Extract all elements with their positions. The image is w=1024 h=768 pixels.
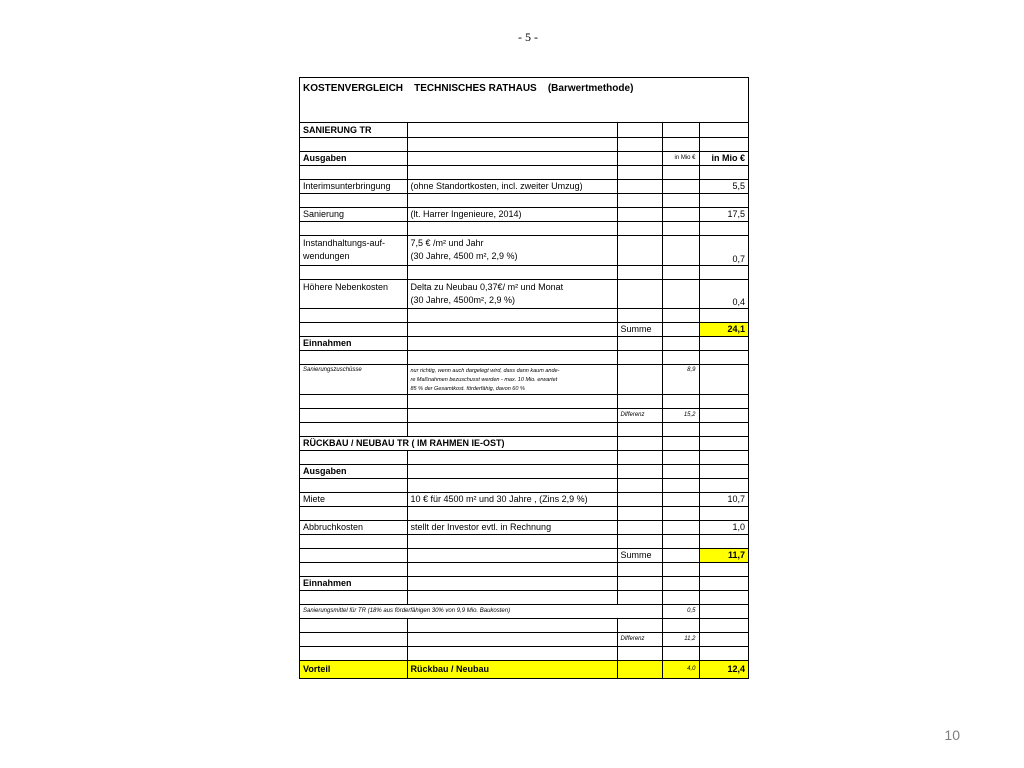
item-value: 5,5 [699, 179, 748, 193]
item-description: (ohne Standortkosten, incl. zweiter Umzug) [407, 179, 617, 193]
zuschuss-label: Sanierungszuschüsse [300, 364, 407, 394]
item-value: 1,0 [699, 520, 748, 534]
table-row [300, 265, 748, 279]
summe-value: 24,1 [699, 322, 748, 336]
table-row [300, 137, 748, 151]
foerdermittel-value: 0,5 [662, 604, 699, 618]
item-label: Miete [300, 492, 407, 506]
table-row [300, 464, 748, 478]
cost-comparison-sheet [299, 77, 749, 679]
column-header-small: in Mio € [662, 151, 699, 165]
table-row [300, 478, 748, 492]
item-label: Höhere Nebenkosten [300, 279, 407, 308]
item-description: 10 € für 4500 m² und 30 Jahre , (Zins 2,9 %) [407, 492, 617, 506]
table-row [300, 576, 748, 590]
differenz-value: 11,2 [662, 632, 699, 646]
table-row [300, 279, 748, 308]
item-label: Abbruchkosten [300, 520, 407, 534]
vorteil-value: 12,4 [699, 660, 748, 678]
table-row [300, 534, 748, 548]
ausgaben-label: Ausgaben [300, 464, 407, 478]
table-row [300, 618, 748, 632]
table-row [300, 506, 748, 520]
table-row [300, 207, 748, 221]
table-row [300, 394, 748, 408]
foerdermittel-label: Sanierungsmittel für TR (18% aus förderfähigen 30% von 9,9 Mio. Baukosten) [300, 604, 662, 618]
page-number: - 5 - [518, 30, 538, 44]
zuschuss-value: 8,9 [662, 364, 699, 394]
table-row [300, 350, 748, 364]
item-value: 0,4 [699, 279, 748, 308]
table-row [300, 646, 748, 660]
table-row [300, 520, 748, 534]
table-row [300, 235, 748, 265]
differenz-value: 15,2 [662, 408, 699, 422]
table-row [300, 548, 748, 562]
item-value: 0,7 [699, 235, 748, 265]
item-label: Sanierung [300, 207, 407, 221]
sheet-title: KOSTENVERGLEICH TECHNISCHES RATHAUS (Barwertmethode) [303, 83, 634, 94]
item-description: 7,5 € /m² und Jahr (30 Jahre, 4500 m², 2,9 %) [407, 235, 617, 265]
table-row [300, 422, 748, 436]
table-row [300, 364, 748, 394]
slide-number: 10 [944, 727, 960, 743]
vorteil-small-value: 4,0 [662, 660, 699, 678]
item-description: (lt. Harrer Ingenieure, 2014) [407, 207, 617, 221]
table-row [300, 436, 748, 450]
cost-table [300, 123, 748, 678]
table-row [300, 660, 748, 678]
item-value: 10,7 [699, 492, 748, 506]
table-row [300, 165, 748, 179]
summe-label: Summe [617, 322, 662, 336]
table-row [300, 193, 748, 207]
table-row [300, 221, 748, 235]
vorteil-label: Vorteil [300, 660, 407, 678]
item-value: 17,5 [699, 207, 748, 221]
item-description: Delta zu Neubau 0,37€/ m² und Monat (30 Jahre, 4500m², 2,9 %) [407, 279, 617, 308]
item-label: Interimsunterbringung [300, 179, 407, 193]
column-header-mio: in Mio € [699, 151, 748, 165]
ausgaben-label: Ausgaben [300, 151, 407, 165]
table-row [300, 322, 748, 336]
table-row [300, 123, 748, 137]
item-description: stellt der Investor evtl. in Rechnung [407, 520, 617, 534]
differenz-label: Differenz [617, 408, 662, 422]
einnahmen-label: Einnahmen [300, 336, 407, 350]
summe-value: 11,7 [699, 548, 748, 562]
table-row [300, 179, 748, 193]
table-row [300, 450, 748, 464]
table-row [300, 151, 748, 165]
section-heading-neubau: RÜCKBAU / NEUBAU TR ( IM RAHMEN IE-OST) [300, 436, 617, 450]
table-row [300, 308, 748, 322]
table-row [300, 562, 748, 576]
zuschuss-description: nur richtig, wenn auch dargelegt wird, dass dann kaum ande- re Maßnahmen bezuschusst werden - max. 10 Mio. erwartet 85 % der Gesamtkost. förderfähig, davon 60 % [407, 364, 617, 394]
table-row [300, 336, 748, 350]
table-row [300, 632, 748, 646]
table-row [300, 408, 748, 422]
table-row [300, 590, 748, 604]
sheet-title-row [300, 78, 748, 123]
summe-label: Summe [617, 548, 662, 562]
einnahmen-label: Einnahmen [300, 576, 407, 590]
table-row [300, 604, 748, 618]
item-label: Instandhaltungs-auf- wendungen [300, 235, 407, 265]
section-heading-sanierung: SANIERUNG TR [300, 123, 407, 137]
differenz-label: Differenz [617, 632, 662, 646]
table-row [300, 492, 748, 506]
vorteil-description: Rückbau / Neubau [407, 660, 617, 678]
